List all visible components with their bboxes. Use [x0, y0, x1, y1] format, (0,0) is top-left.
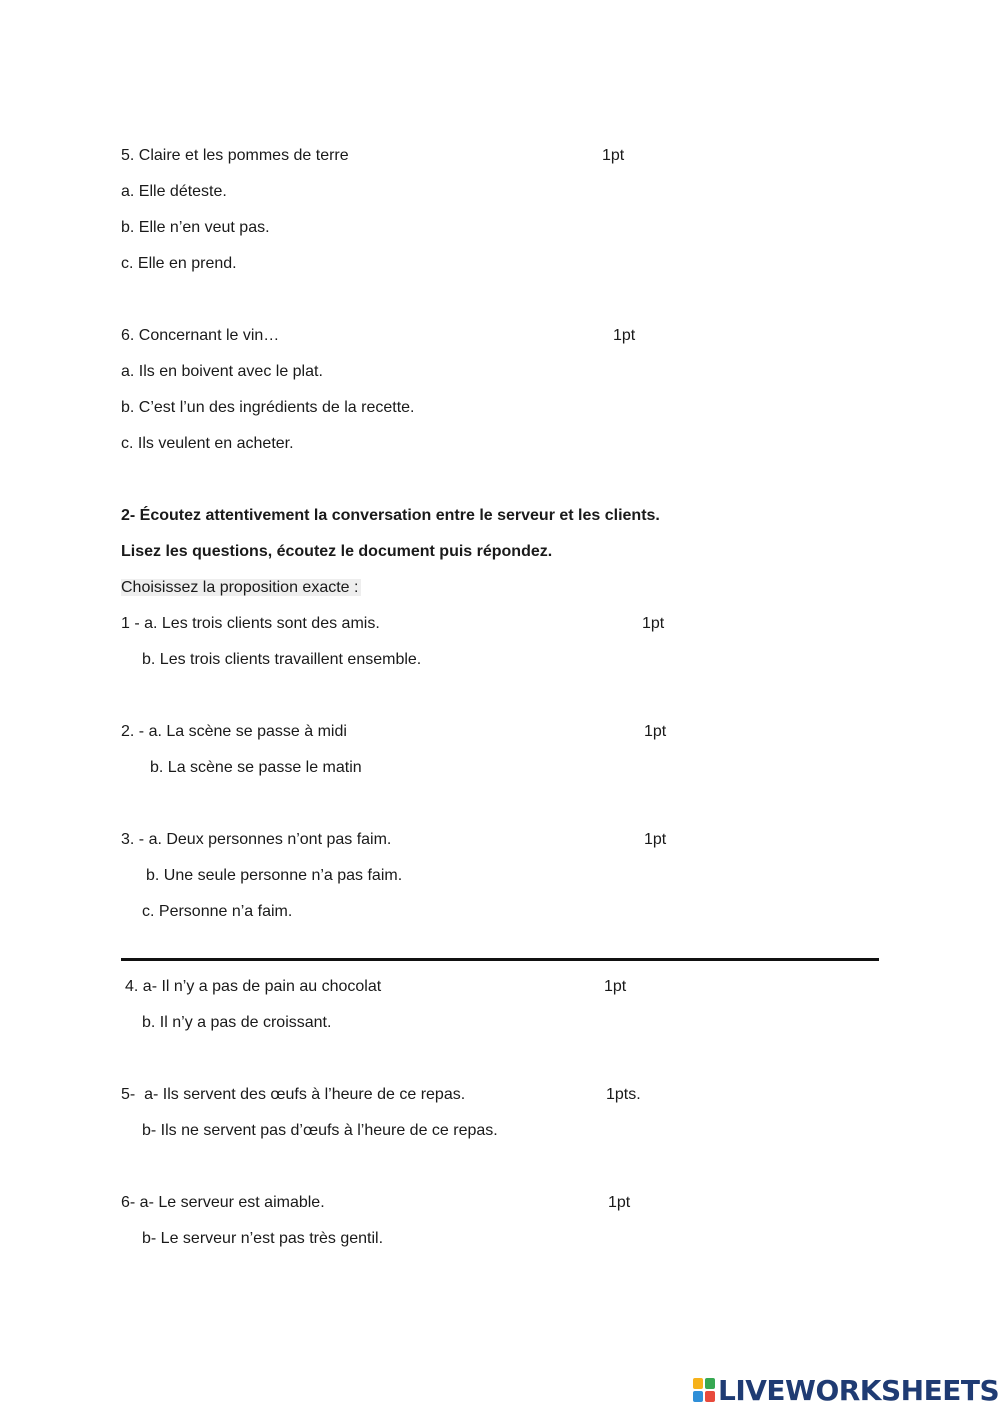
s2-question-5-option-a[interactable]: 5- a- Ils servent des œufs à l’heure de ce repas. [121, 1086, 466, 1103]
section-2-heading: 2- Écoutez attentivement la conversation entre le serveur et les clients. [121, 507, 660, 524]
s2-question-1-option-a[interactable]: 1 - a. Les trois clients sont des amis. [121, 615, 380, 632]
section-2-instruction [121, 578, 361, 598]
s2-question-1-points: 1pt [642, 615, 665, 632]
s2-question-3-points: 1pt [644, 831, 667, 848]
s2-question-2-option-b[interactable]: b. La scène se passe le matin [150, 759, 362, 776]
s2-question-4-points: 1pt [604, 978, 627, 995]
question-5-points: 1pt [602, 147, 625, 164]
s2-question-6-option-a[interactable]: 6- a- Le serveur est aimable. [121, 1194, 325, 1211]
question-6-option-a[interactable]: a. Ils en boivent avec le plat. [121, 363, 323, 380]
s2-question-3-option-c[interactable]: c. Personne n’a faim. [142, 903, 293, 920]
question-6-option-b[interactable]: b. C’est l’un des ingrédients de la recette. [121, 399, 415, 416]
s2-question-6-points: 1pt [608, 1194, 631, 1211]
s2-question-1-option-b[interactable]: b. Les trois clients travaillent ensemble. [142, 651, 422, 668]
logo-text: LIVEWORKSHEETS [718, 1373, 1000, 1407]
question-6-option-c[interactable]: c. Ils veulent en acheter. [121, 435, 294, 452]
logo-square-2 [705, 1378, 715, 1389]
question-5-text: 5. Claire et les pommes de terre [121, 147, 349, 164]
logo-square-1 [693, 1378, 703, 1389]
s2-question-4-option-a[interactable]: 4. a- Il n’y a pas de pain au chocolat [125, 978, 382, 995]
liveworksheets-logo[interactable] [693, 1373, 999, 1407]
s2-question-3-option-a[interactable]: 3. - a. Deux personnes n’ont pas faim. [121, 831, 392, 848]
section-2-subheading: Lisez les questions, écoutez le document puis répondez. [121, 543, 553, 560]
s2-question-6-option-b[interactable]: b- Le serveur n’est pas très gentil. [142, 1230, 384, 1247]
s2-question-4-option-b[interactable]: b. Il n’y a pas de croissant. [142, 1014, 332, 1031]
question-6-points: 1pt [613, 327, 636, 344]
question-5-option-a[interactable]: a. Elle déteste. [121, 183, 227, 200]
s2-question-2-option-a[interactable]: 2. - a. La scène se passe à midi [121, 723, 347, 740]
s2-question-5-option-b[interactable]: b- Ils ne servent pas d’œufs à l’heure de ce repas. [142, 1122, 498, 1139]
horizontal-divider [121, 958, 879, 961]
logo-mark-icon [693, 1378, 715, 1402]
logo-square-3 [693, 1391, 703, 1402]
question-6-text: 6. Concernant le vin… [121, 327, 280, 344]
s2-question-2-points: 1pt [644, 723, 667, 740]
s2-question-3-option-b[interactable]: b. Une seule personne n’a pas faim. [146, 867, 403, 884]
question-5-option-c[interactable]: c. Elle en prend. [121, 255, 237, 272]
question-5-option-b[interactable]: b. Elle n’en veut pas. [121, 219, 270, 236]
s2-question-5-points: 1pts. [606, 1086, 641, 1103]
instruction-highlight: Choisissez la proposition exacte : [121, 579, 361, 596]
logo-square-4 [705, 1391, 715, 1402]
